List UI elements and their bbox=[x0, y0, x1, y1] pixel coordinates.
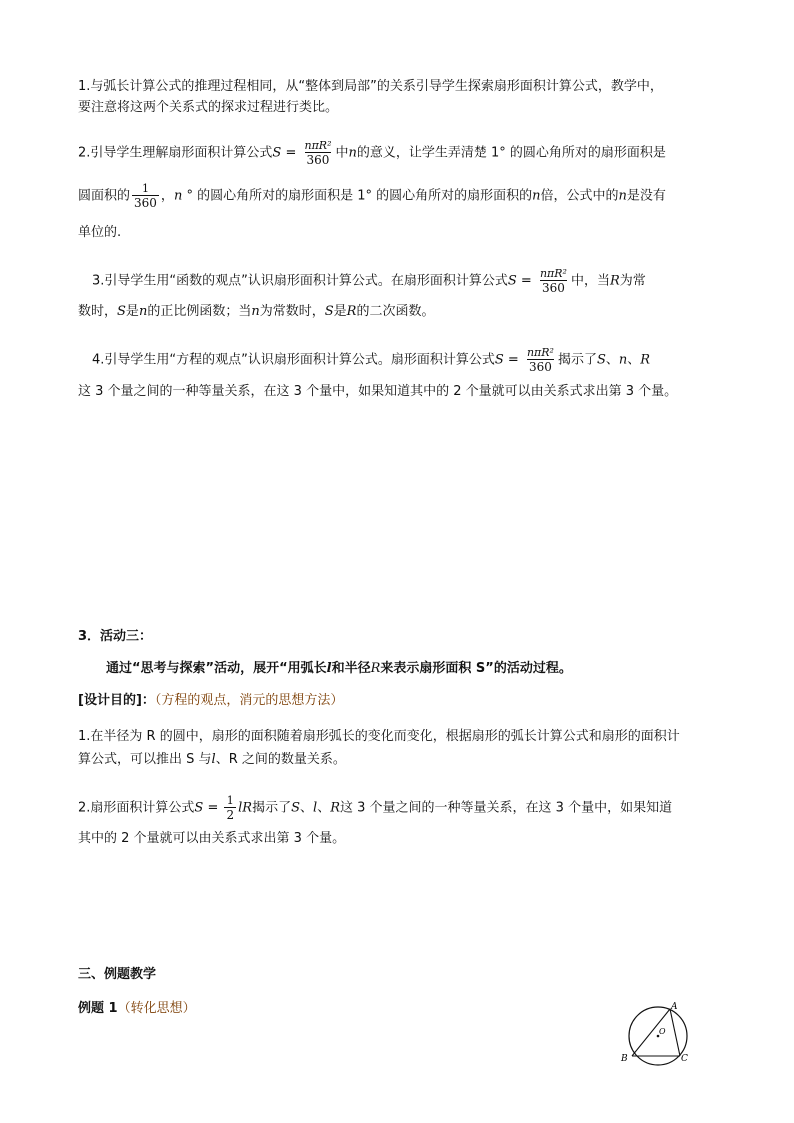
var-n: n bbox=[348, 145, 357, 161]
text: 中 bbox=[335, 145, 349, 161]
fraction-1-over-2 bbox=[224, 795, 236, 821]
design-text: （方程的观点，消元的思想方法） bbox=[154, 693, 344, 708]
var-n: n bbox=[532, 188, 541, 204]
text: 来表示扇形面积 S”的活动过程。 bbox=[380, 661, 572, 676]
para-2-line-1 bbox=[78, 140, 666, 166]
var-s: S bbox=[324, 304, 334, 319]
var-n: n bbox=[618, 352, 628, 368]
text: 倍，公式中的 bbox=[540, 188, 619, 204]
text: 为常数时， bbox=[259, 304, 325, 319]
q2-line-2: 其中的 2 个量就可以由关系式求出第 3 个量。 bbox=[78, 831, 346, 846]
design-purpose bbox=[78, 694, 343, 707]
var-s: S bbox=[194, 800, 204, 816]
fraction-npr2-over-360 bbox=[525, 347, 556, 373]
var-r: R bbox=[330, 800, 340, 816]
text: 3.引导学生用“函数的观点”认识扇形面积计算公式。在扇形面积计算公式 bbox=[92, 273, 508, 289]
label-a: A bbox=[671, 1002, 678, 1012]
equals: = bbox=[281, 145, 301, 161]
fraction-1-over-360 bbox=[132, 183, 159, 209]
label-b: B bbox=[621, 1054, 628, 1064]
para-1-line-2: 要注意将这两个关系式的探求过程进行类比。 bbox=[78, 100, 339, 115]
text: 的正比例函数；当 bbox=[147, 304, 252, 319]
denominator: 360 bbox=[306, 153, 330, 167]
text: 和半径 bbox=[331, 661, 371, 676]
text: ° 的圆心角所对的扇形面积是 1° 的圆心角所对的扇形面积的 bbox=[182, 188, 533, 204]
var-lr: lR bbox=[238, 800, 253, 816]
circle-triangle-diagram bbox=[618, 1002, 698, 1072]
text: 的二次函数。 bbox=[356, 304, 435, 319]
numerator: nπR² bbox=[304, 139, 332, 152]
fraction-npr2-over-360 bbox=[302, 140, 333, 166]
example-1-title bbox=[78, 1002, 196, 1015]
text: 这 3 个量之间的一种等量关系，在这 3 个量中，如果知道 bbox=[340, 800, 673, 816]
text: 是 bbox=[125, 304, 139, 319]
text: 4.引导学生用“方程的观点”认识扇形面积计算公式。扇形面积计算公式 bbox=[92, 352, 495, 368]
text: 为常 bbox=[619, 273, 646, 289]
text: ， bbox=[160, 188, 174, 204]
q2-line-1 bbox=[78, 795, 672, 821]
text: 算公式，可以推出 S 与 bbox=[78, 752, 212, 767]
var-s: S bbox=[272, 145, 282, 161]
var-s: S bbox=[507, 273, 517, 289]
text: 、R 之间的数量关系。 bbox=[215, 752, 346, 767]
text: 的意义，让学生弄清楚 1° 的圆心角所对的扇形面积是 bbox=[356, 145, 666, 161]
denominator: 360 bbox=[529, 360, 552, 374]
text: 是没有 bbox=[626, 188, 666, 204]
para-3-line-1 bbox=[92, 268, 646, 294]
para-2-line-2 bbox=[78, 183, 666, 209]
example-label: 例题 1 bbox=[78, 1001, 118, 1016]
var-l: l bbox=[313, 800, 318, 816]
var-s: S bbox=[494, 352, 504, 368]
equals: = bbox=[516, 273, 536, 289]
equals: = bbox=[203, 800, 223, 816]
label-o: O bbox=[659, 1027, 666, 1036]
activity-3-intro bbox=[106, 662, 572, 675]
q1-line-1: 1.在半径为 R 的圆中，扇形的面积随着扇形弧长的变化而变化，根据扇形的弧长计算公式和扇形的面积计 bbox=[78, 729, 680, 744]
text: 通过“思考与探索”活动，展开“用弧长 bbox=[106, 661, 327, 676]
var-l: l bbox=[211, 752, 216, 767]
var-s: S bbox=[291, 800, 300, 816]
var-r: R bbox=[346, 304, 357, 319]
para-2-line-3: 单位的. bbox=[78, 225, 122, 240]
numerator: nπR² bbox=[526, 346, 554, 359]
var-n: n bbox=[173, 188, 183, 204]
design-label: [设计目的]： bbox=[78, 693, 155, 708]
section-3-heading: 三、例题教学 bbox=[78, 967, 157, 982]
denominator: 360 bbox=[134, 196, 157, 210]
para-4-line-1 bbox=[92, 347, 650, 373]
var-r: R bbox=[609, 273, 620, 289]
numerator: nπR² bbox=[539, 267, 567, 280]
numerator: 1 bbox=[226, 794, 234, 807]
para-1-line-1: 1.与弧长计算公式的推理过程相同，从“整体到局部”的关系引导学生探索扇形面积计算公式，教学中， bbox=[78, 79, 663, 94]
var-r: R bbox=[370, 661, 381, 676]
equals: = bbox=[503, 352, 523, 368]
fraction-npr2-over-360 bbox=[538, 268, 569, 294]
var-r: R bbox=[640, 352, 651, 368]
text: 数时， bbox=[78, 304, 118, 319]
denominator: 360 bbox=[542, 281, 565, 295]
para-3-line-2 bbox=[78, 305, 434, 318]
activity-3-heading: 3．活动三： bbox=[78, 629, 153, 644]
text: 2.引导学生理解扇形面积计算公式 bbox=[78, 145, 273, 161]
text: 是 bbox=[333, 304, 347, 319]
separator: 、 bbox=[627, 352, 641, 368]
example-note: （转化思想） bbox=[117, 1001, 196, 1016]
var-s: S bbox=[117, 304, 126, 319]
denominator: 2 bbox=[226, 808, 235, 822]
q1-line-2 bbox=[78, 753, 346, 766]
var-n: n bbox=[251, 304, 260, 319]
label-c: C bbox=[681, 1054, 688, 1064]
separator: 、 bbox=[300, 800, 314, 816]
separator: 、 bbox=[605, 352, 619, 368]
text: 2.扇形面积计算公式 bbox=[78, 800, 195, 816]
text: 中，当 bbox=[570, 273, 610, 289]
var-n: n bbox=[138, 304, 148, 319]
var-s: S bbox=[596, 352, 606, 368]
var-n: n bbox=[618, 188, 627, 204]
separator: 、 bbox=[317, 800, 331, 816]
text: 圆面积的 bbox=[78, 188, 131, 204]
text: 揭示了 bbox=[557, 352, 597, 368]
text: 揭示了 bbox=[252, 800, 292, 816]
numerator: 1 bbox=[141, 182, 149, 195]
para-4-line-2: 这 3 个量之间的一种等量关系，在这 3 个量中，如果知道其中的 2 个量就可以由关系式求出第 3 个量。 bbox=[78, 384, 678, 399]
var-l: l bbox=[326, 661, 332, 676]
